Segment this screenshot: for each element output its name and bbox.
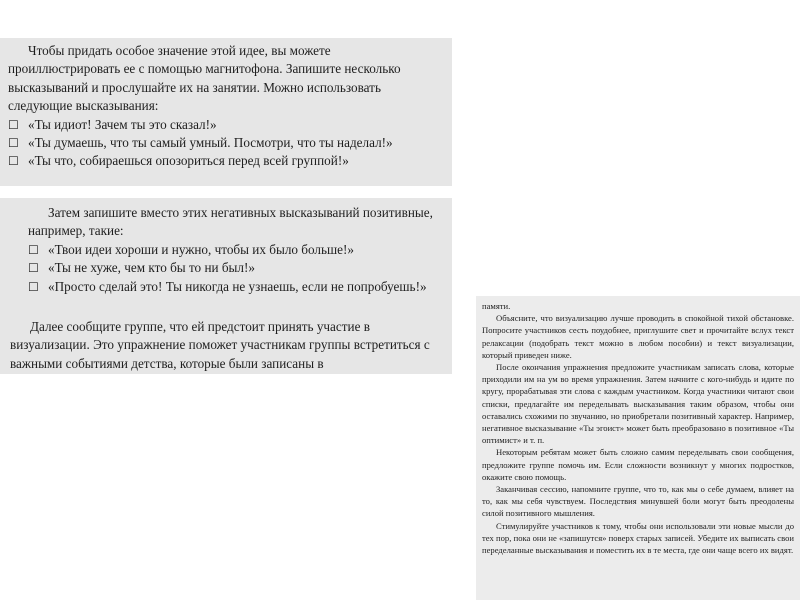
list-item: ☐ «Ты что, собираешься опозориться перед всей группой!» [8,152,444,170]
fragment3-paragraph: Объясните, что визуализацию лучше проводить в спокойной тихой обстановке. Попросите участников сесть поудобнее, приглушите свет и прочитайте вслух текст релаксации (подобрать текст можно в любом пособии) и текст визуализации, который приведен ниже. [482,313,794,360]
checkbox-bullet-icon: ☐ [28,242,39,257]
checkbox-bullet-icon: ☐ [8,117,19,132]
checkbox-bullet-icon: ☐ [28,279,39,294]
fragment1-body [8,42,444,171]
list-item: ☐ «Ты идиот! Зачем ты это сказал!» [8,116,444,134]
list-item: ☐ «Ты не хуже, чем кто бы то ни был!» [28,259,438,277]
scan-fragment-top [0,38,452,186]
fragment3-paragraph: памяти. [482,301,511,311]
fragment3-body [482,300,794,556]
fragment2-closing: Далее сообщите группе, что ей предстоит принять участие в визуализации. Это упражнение поможет участникам группы встретиться с важными событиями детства, которые были записаны в [10,319,430,371]
fragment3-paragraph: Стимулируйте участников к тому, чтобы они использовали эти новые мысли до тех пор, пока они не «запишутся» поверх старых записей. Убедите их выписать свои переделанные высказывания и поместить их в те места, где они чаще всего их видят. [482,520,794,556]
fragment3-paragraph: Заканчивая сессию, напомните группе, что то, как мы о себе думаем, влияет на то, как мы себя чувствуем. Последствия минувшей боли могут быть преодолены силой позитивного мышления. [482,484,794,519]
checkbox-bullet-icon: ☐ [28,261,39,276]
scan-fragment-middle [0,198,452,374]
checkbox-bullet-icon: ☐ [8,154,19,169]
fragment1-intro: Чтобы придать особое значение этой идее, вы можете проиллюстрировать ее с помощью магнитофона. Запишите несколько высказываний и прослушайте их на занятии. Можно использовать следующие высказывания: [8,43,401,114]
fragment3-paragraph: После окончания упражнения предложите участникам записать слова, которые приходили им на ум во время упражнения. Затем начните с кого-нибудь и идите по кругу, прорабатывая эти слова с каждым участником. Когда участники читают свои списки, предлагайте им переделывать высказывания таким образом, чтобы они оставались схожими по звучанию, но приобретали позитивный характер. Например, негативное высказывание «Ты эгоист» может быть преобразовано в позитивное «Ты оптимист» и т. п. [482,362,794,446]
scan-fragment-bottom-right [476,296,800,600]
checkbox-bullet-icon: ☐ [8,136,19,151]
fragment3-paragraph: Некоторым ребятам может быть сложно самим переделывать свои сообщения, предложите группе помочь им. Если сложности возникнут у многих подростков, окажите свою помощь. [482,447,794,482]
list-item: ☐ «Ты думаешь, что ты самый умный. Посмотри, что ты наделал!» [8,134,444,152]
list-item: ☐ «Твои идеи хороши и нужно, чтобы их было больше!» [28,241,438,259]
fragment2-intro: Затем запишите вместо этих негативных высказываний позитивные, например, такие: [28,205,433,239]
fragment2-closing-wrap [10,318,440,373]
fragment2-body [28,204,438,296]
list-item: ☐ «Просто сделай это! Ты никогда не узнаешь, если не попробуешь!» [28,278,438,296]
